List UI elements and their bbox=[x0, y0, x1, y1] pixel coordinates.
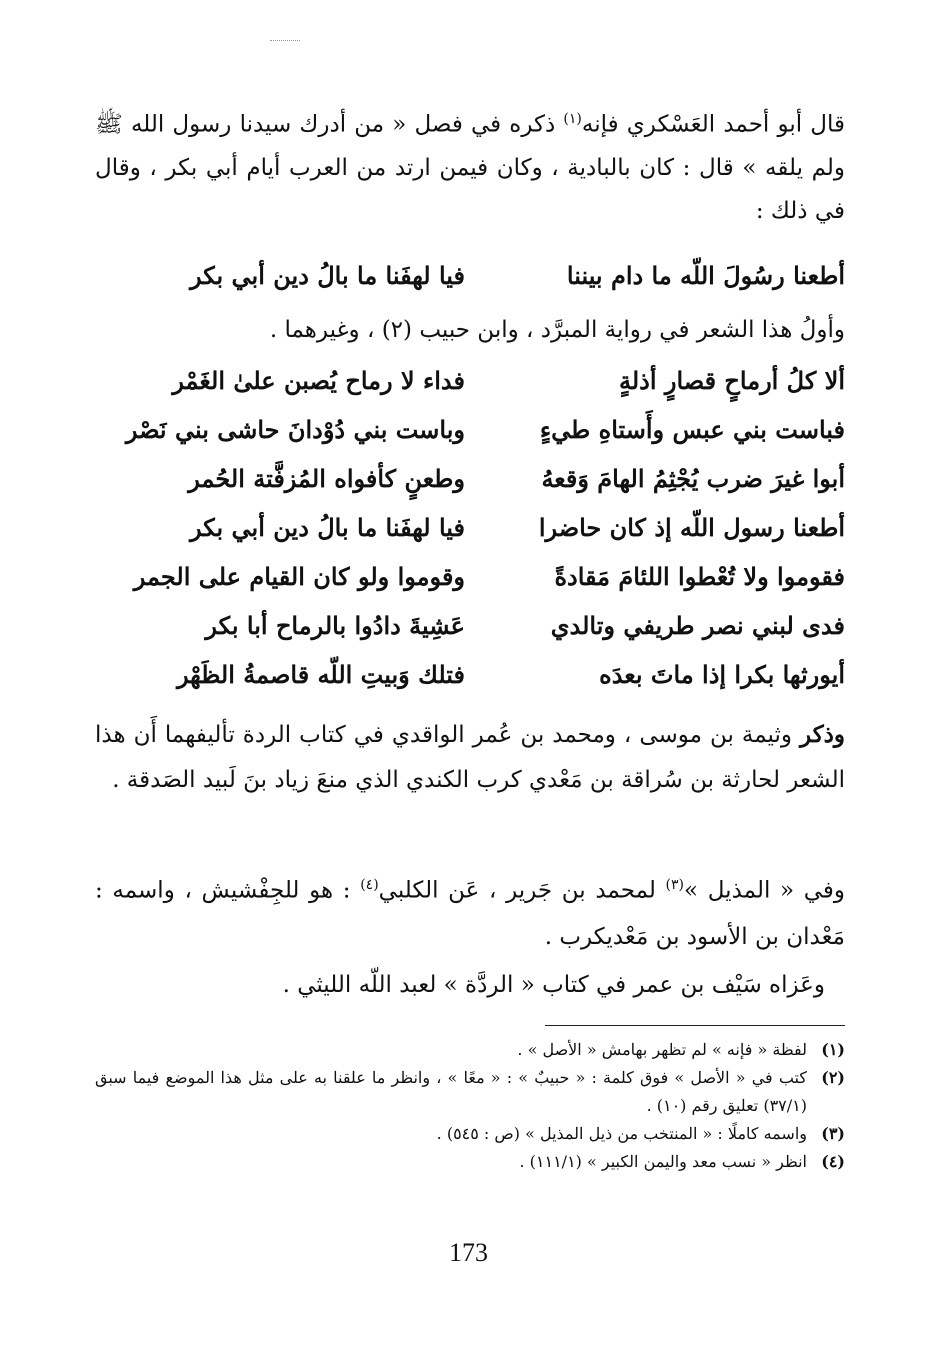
verse-hemistich-second: وطعنٍ كأفواه المُزفَّتة الحُمر bbox=[188, 463, 465, 493]
footnote-ref-3: (٣) bbox=[665, 877, 685, 893]
first-verse bbox=[125, 250, 845, 300]
verse-line bbox=[125, 649, 845, 699]
verse-line bbox=[125, 404, 845, 454]
verse-hemistich-first: أبوا غيرَ ضرب يُجْثِمُ الهامَ وَقعهُ bbox=[541, 463, 845, 493]
footnote-number: (٤) bbox=[821, 1152, 845, 1171]
footnote-ref-4: (٤) bbox=[360, 877, 379, 893]
mudhayyal-text-a: وفي « المذيل » bbox=[684, 877, 846, 904]
footnote bbox=[95, 1064, 845, 1120]
footnote-number: (٣) bbox=[821, 1124, 845, 1143]
attribution-text: وثيمة بن موسى ، ومحمد بن عُمر الواقدي في كتاب الردة تأليفهما أَن هذا الشعر لحارثة بن سُراقة بن مَعْدي كرب الكندي الذي منعَ زياد بنَ لَبيد الصَدقة . bbox=[95, 722, 845, 793]
verse-hemistich-first: ألا كلُ أرماحٍ قصارٍ أذلةٍ bbox=[618, 365, 845, 395]
paragraph-lead-word: وذكر bbox=[800, 721, 845, 748]
scan-mark bbox=[270, 40, 300, 41]
intro-text-rest: ذكره في فصل « من أدرك سيدنا رسول الله ﷺ ولم يلقه » قال : كان بالبادية ، وكان فيمن ارتد من العرب أيام أبي بكر ، وقال في ذلك : bbox=[95, 111, 845, 224]
intro-paragraph bbox=[95, 98, 845, 233]
footnote bbox=[95, 1036, 845, 1064]
verse-hemistich-second: فداء لا رماح يُصبن علىٰ الغَمْر bbox=[172, 365, 465, 395]
verse-hemistich-first: فقوموا ولا تُعْطوا اللئامَ مَقادةً bbox=[554, 561, 845, 591]
footnote bbox=[95, 1148, 845, 1176]
verse-hemistich-second: وباست بني دُوْدانَ حاشى بني نَصْر bbox=[125, 414, 465, 444]
verse-hemistich-first: فباست بني عبس وأَستاهِ طيءٍ bbox=[539, 414, 845, 444]
verse-line bbox=[125, 600, 845, 650]
verse-hemistich-second: فيا لهفَنا ما بالُ دين أبي بكر bbox=[190, 260, 465, 290]
footnote-text: انظر « نسب معد واليمن الكبير » (١١١/١) . bbox=[519, 1152, 807, 1171]
footnote-ref-1: (١) bbox=[563, 111, 582, 127]
verse-hemistich-second: فيا لهفَنا ما بالُ دين أبي بكر bbox=[190, 512, 465, 542]
verse-hemistich-second: فتلك وَبيتِ اللّه قاصمةُ الظَهْر bbox=[176, 659, 465, 689]
mudhayyal-text-c: : هو للجِفْشيش ، واسمه : مَعْدان بن الأسود بن مَعْديكرب . bbox=[95, 877, 845, 950]
footnote-text: لفظة « فإنه » لم تظهر بهامش « الأصل » . bbox=[517, 1040, 807, 1059]
mudhayyal-text-b: لمحمد بن جَرير ، عَن الكلبي bbox=[378, 877, 666, 904]
verse-hemistich-second: وقوموا ولو كان القيام على الجمر bbox=[133, 561, 465, 591]
footnote-text: كتب في « الأصل » فوق كلمة : « حبيبٌ » : « معًا » ، وانظر ما علقنا به على مثل هذا الموضع فيما سبق (٣٧/١) تعليق رقم (١٠) . bbox=[95, 1068, 807, 1115]
verse-hemistich-first: فدى لبني نصر طريفي وتالدي bbox=[550, 610, 845, 640]
verse-line bbox=[125, 453, 845, 503]
verse-hemistich-first: أطعنا رسُولَ اللّه ما دام بيننا bbox=[566, 260, 845, 290]
verse-hemistich-first: أيورثها بكرا إذا ماتَ بعدَه bbox=[599, 659, 845, 689]
footnote-number: (١) bbox=[821, 1040, 845, 1059]
footnote bbox=[95, 1120, 845, 1148]
mudhayyal-paragraph bbox=[95, 862, 845, 960]
sayf-paragraph: وعَزاه سَيْف بن عمر في كتاب « الردَّة » لعبد اللّه الليثي . bbox=[282, 972, 825, 998]
footnote-text: واسمه كاملًا : « المنتخب من ذيل المذيل » (ص : ٥٤٥) . bbox=[436, 1124, 807, 1143]
verse-line bbox=[125, 502, 845, 552]
verse-hemistich-first: أطعنا رسول اللّه إذ كان حاضرا bbox=[538, 512, 845, 542]
verse-line bbox=[125, 551, 845, 601]
verse-hemistich-second: عَشِيةَ دادُوا بالرماح أبا بكر bbox=[205, 610, 465, 640]
intro-text-start: قال أبو أحمد العَسْكري فإنه bbox=[581, 111, 845, 138]
footnote-divider bbox=[545, 1025, 845, 1026]
page-number: 173 bbox=[449, 1238, 488, 1267]
attribution-paragraph bbox=[95, 712, 845, 803]
footnotes bbox=[95, 1036, 845, 1176]
verse-line bbox=[125, 355, 845, 405]
transmission-note: وأولُ هذا الشعر في رواية المبرَّد ، وابن حبيب (٢) ، وغيرهما . bbox=[269, 317, 845, 343]
footnote-number: (٢) bbox=[821, 1068, 845, 1087]
